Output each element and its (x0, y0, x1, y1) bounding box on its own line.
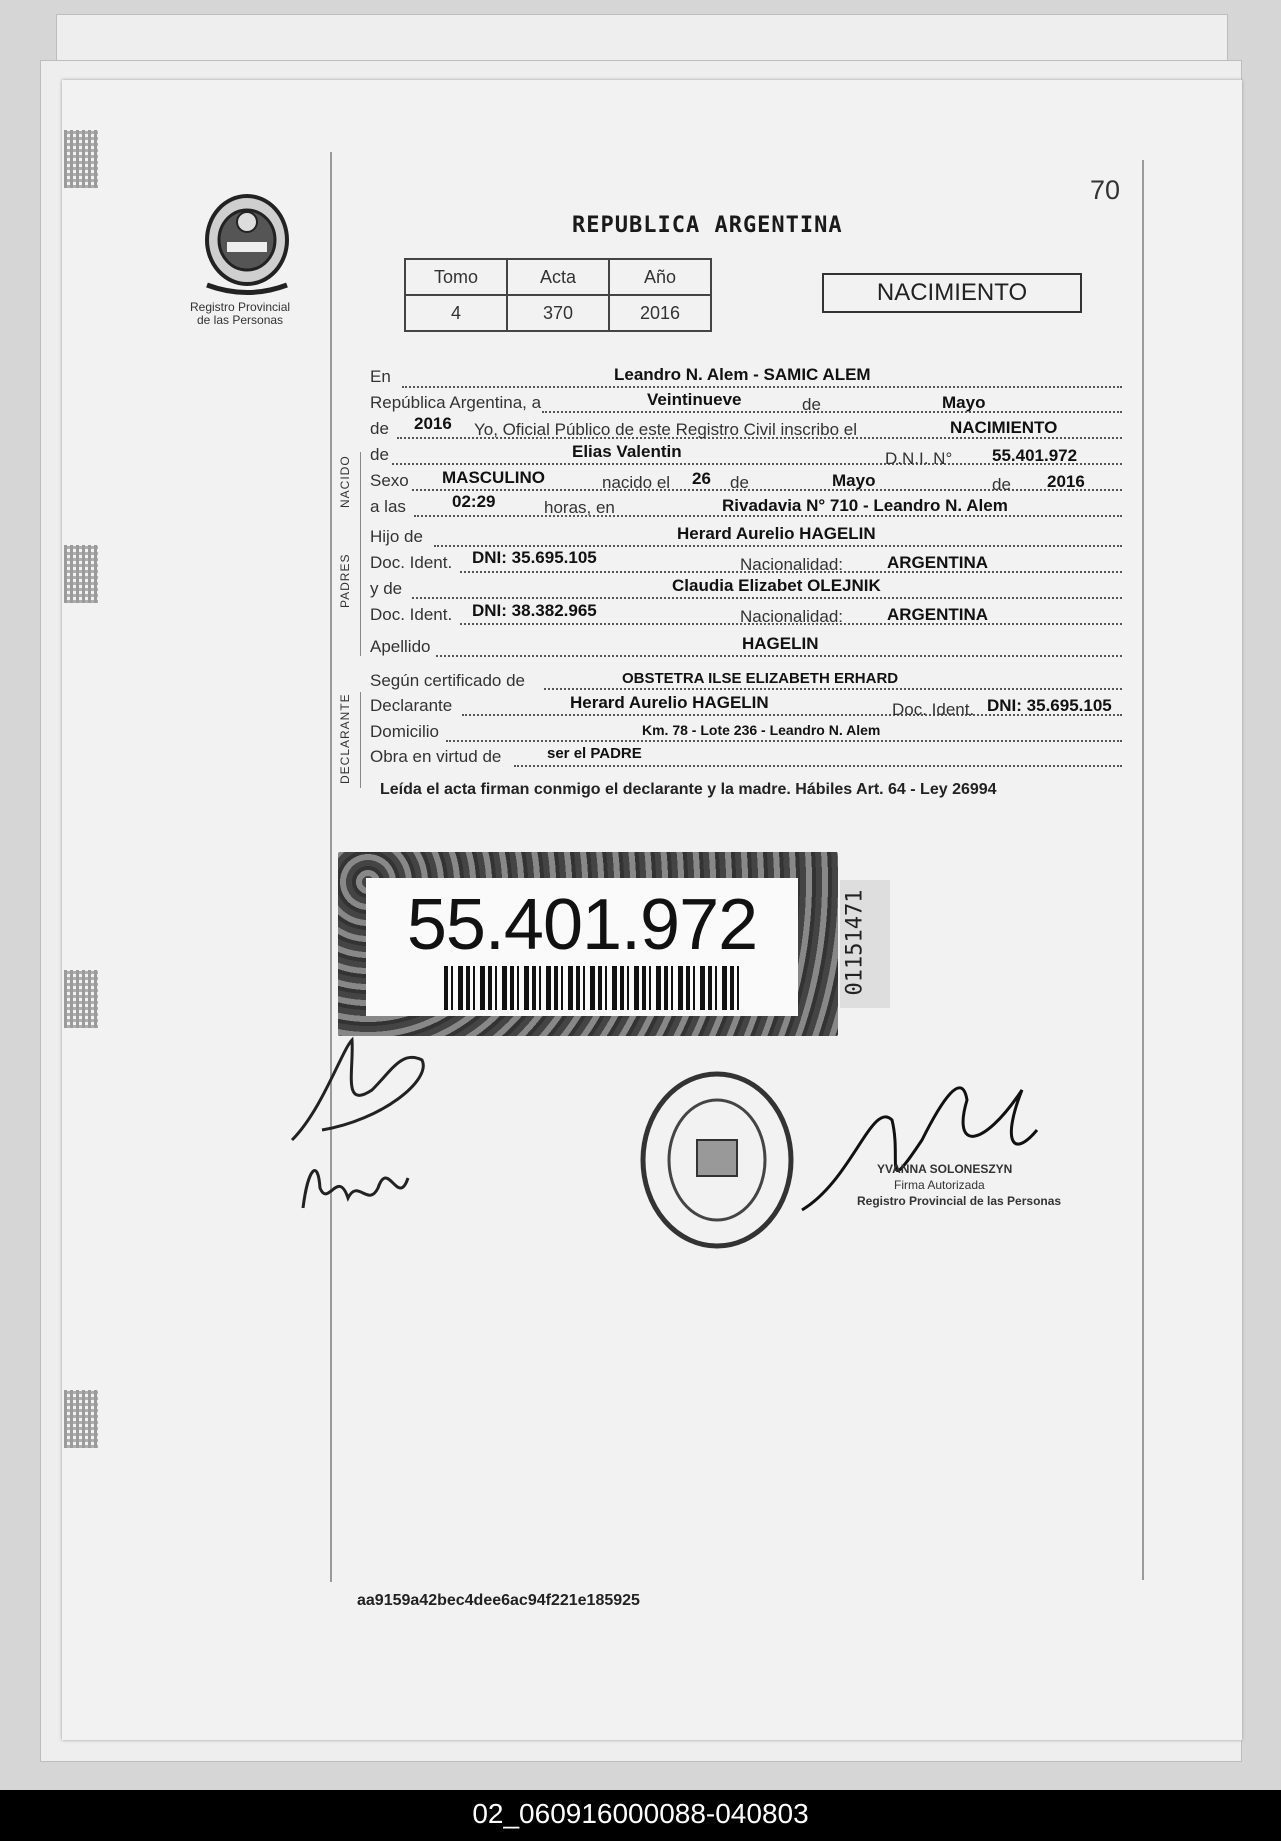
place-value: Rivadavia N° 710 - Leandro N. Alem (722, 496, 1008, 515)
closing-note: Leída el acta firman conmigo el declarante y la madre. Hábiles Art. 64 - Ley 26994 (380, 781, 997, 798)
value-tomo: 4 (405, 295, 507, 331)
registry-table (404, 258, 712, 332)
hijo-label: Hijo de (370, 527, 423, 546)
header-anio: Año (609, 259, 711, 295)
apellido-value: HAGELIN (742, 634, 819, 653)
side-label-declarante: DECLARANTE (338, 693, 352, 784)
certificado-dotted-line (544, 688, 1122, 690)
margin-line-left (330, 152, 332, 1582)
official-seal (637, 1070, 797, 1250)
margin-line-right (1142, 160, 1144, 1580)
domicilio-label: Domicilio (370, 722, 439, 741)
father-nat-label: Nacionalidad: (740, 555, 844, 574)
apellido-dotted-line (436, 655, 1122, 657)
scan-footer-id: 02_060916000088-040803 (472, 1798, 809, 1829)
nacido-el-label: nacido el (602, 473, 671, 492)
side-label-nacido: NACIDO (338, 455, 352, 508)
de-label: de (802, 395, 821, 414)
dni-barcode (444, 966, 744, 1010)
declarante-label: Declarante (370, 696, 453, 715)
dni-sticker (338, 852, 838, 1036)
year-value: 2016 (414, 414, 452, 433)
en-label: En (370, 367, 391, 386)
en-dotted-line (402, 386, 1122, 388)
obra-label: Obra en virtud de (370, 747, 502, 766)
child-name-value: Elias Valentin (572, 442, 682, 461)
value-anio: 2016 (609, 295, 711, 331)
republica-label: República Argentina, a (370, 393, 542, 412)
decl-doc-value: DNI: 35.695.105 (987, 696, 1112, 715)
y-de-dotted-line (412, 597, 1122, 599)
registry-label-line1: Registro Provincial (190, 300, 291, 314)
province-coat-of-arms-logo (197, 190, 297, 300)
father-name-value: Herard Aurelio HAGELIN (677, 524, 876, 543)
side-divider-declarante (360, 692, 361, 788)
registry-table-value-row (405, 295, 711, 331)
certificado-label: Según certificado de (370, 671, 525, 690)
sexo-dotted-line (412, 489, 1122, 491)
mother-signature (298, 1148, 418, 1218)
domicilio-value: Km. 78 - Lote 236 - Leandro N. Alem (642, 722, 881, 738)
hijo-dotted-line (434, 545, 1122, 547)
authority-office: Registro Provincial de las Personas (857, 1194, 1062, 1208)
republica-dotted-line (542, 411, 1122, 413)
domicilio-dotted-line (446, 740, 1122, 742)
oficial-text: Yo, Oficial Público de este Registro Civil inscribo el (474, 420, 857, 439)
dni-sticker-number: 55.401.972 (406, 885, 758, 965)
mother-doc-value: DNI: 38.382.965 (472, 601, 597, 620)
declarant-signature (282, 1030, 462, 1150)
horas-label: horas, en (544, 498, 615, 517)
registry-table-header-row (405, 259, 711, 295)
scan-footer-bar (0, 1790, 1281, 1841)
birth-day-value: 26 (692, 469, 711, 488)
a-las-label: a las (370, 497, 406, 516)
page-number: 70 (1090, 175, 1121, 205)
side-divider-nacido (360, 452, 361, 552)
birth-year-value: 2016 (1047, 472, 1085, 491)
header-acta: Acta (507, 259, 609, 295)
father-doc-value: DNI: 35.695.105 (472, 548, 597, 567)
serial-tag (840, 880, 890, 1008)
de2-label: de (730, 473, 749, 492)
day-value: Veintinueve (647, 390, 742, 409)
mother-nat-label: Nacionalidad: (740, 607, 844, 626)
birth-month-value: Mayo (832, 471, 876, 490)
father-nat-value: ARGENTINA (887, 553, 989, 572)
side-divider-padres (360, 540, 361, 656)
side-label-padres: PADRES (338, 553, 352, 608)
time-value: 02:29 (452, 492, 496, 511)
year-prefix: de (370, 419, 389, 438)
en-value: Leandro N. Alem - SAMIC ALEM (614, 365, 871, 384)
apellido-label: Apellido (370, 637, 431, 656)
certificado-value: OBSTETRA ILSE ELIZABETH ERHARD (622, 670, 899, 687)
document-hash: aa9159a42bec4dee6ac94f221e185925 (357, 1592, 640, 1609)
authority-name: YVANNA SOLONESZYN (877, 1162, 1013, 1176)
header-tomo: Tomo (405, 259, 507, 295)
mother-nat-value: ARGENTINA (887, 605, 989, 624)
sexo-value: MASCULINO (442, 468, 545, 487)
obra-dotted-line (514, 765, 1122, 767)
y-de-label: y de (370, 579, 403, 598)
mother-doc-label: Doc. Ident. (370, 605, 453, 624)
obra-value: ser el PADRE (547, 745, 642, 762)
father-doc-label: Doc. Ident. (370, 553, 453, 572)
registry-label-line2: de las Personas (197, 313, 284, 327)
country-title: REPUBLICA ARGENTINA (572, 213, 843, 238)
serial-number: 01151471 (842, 889, 868, 996)
declarante-value: Herard Aurelio HAGELIN (570, 693, 769, 712)
month-value: Mayo (942, 393, 986, 412)
dni-sticker-label (366, 878, 798, 1016)
authority-role: Firma Autorizada (894, 1178, 985, 1192)
mother-name-value: Claudia Elizabet OLEJNIK (672, 576, 881, 595)
value-acta: 370 (507, 295, 609, 331)
nacido-de-label: de (370, 445, 389, 464)
act-type-box: NACIMIENTO (822, 273, 1082, 313)
dni-value: 55.401.972 (992, 446, 1078, 465)
sexo-label: Sexo (370, 471, 409, 490)
dni-label: D.N.I. N° (885, 449, 953, 468)
decl-doc-label: Doc. Ident. (892, 700, 975, 719)
inscribo-value: NACIMIENTO (950, 418, 1058, 437)
de3-label: de (992, 475, 1011, 494)
